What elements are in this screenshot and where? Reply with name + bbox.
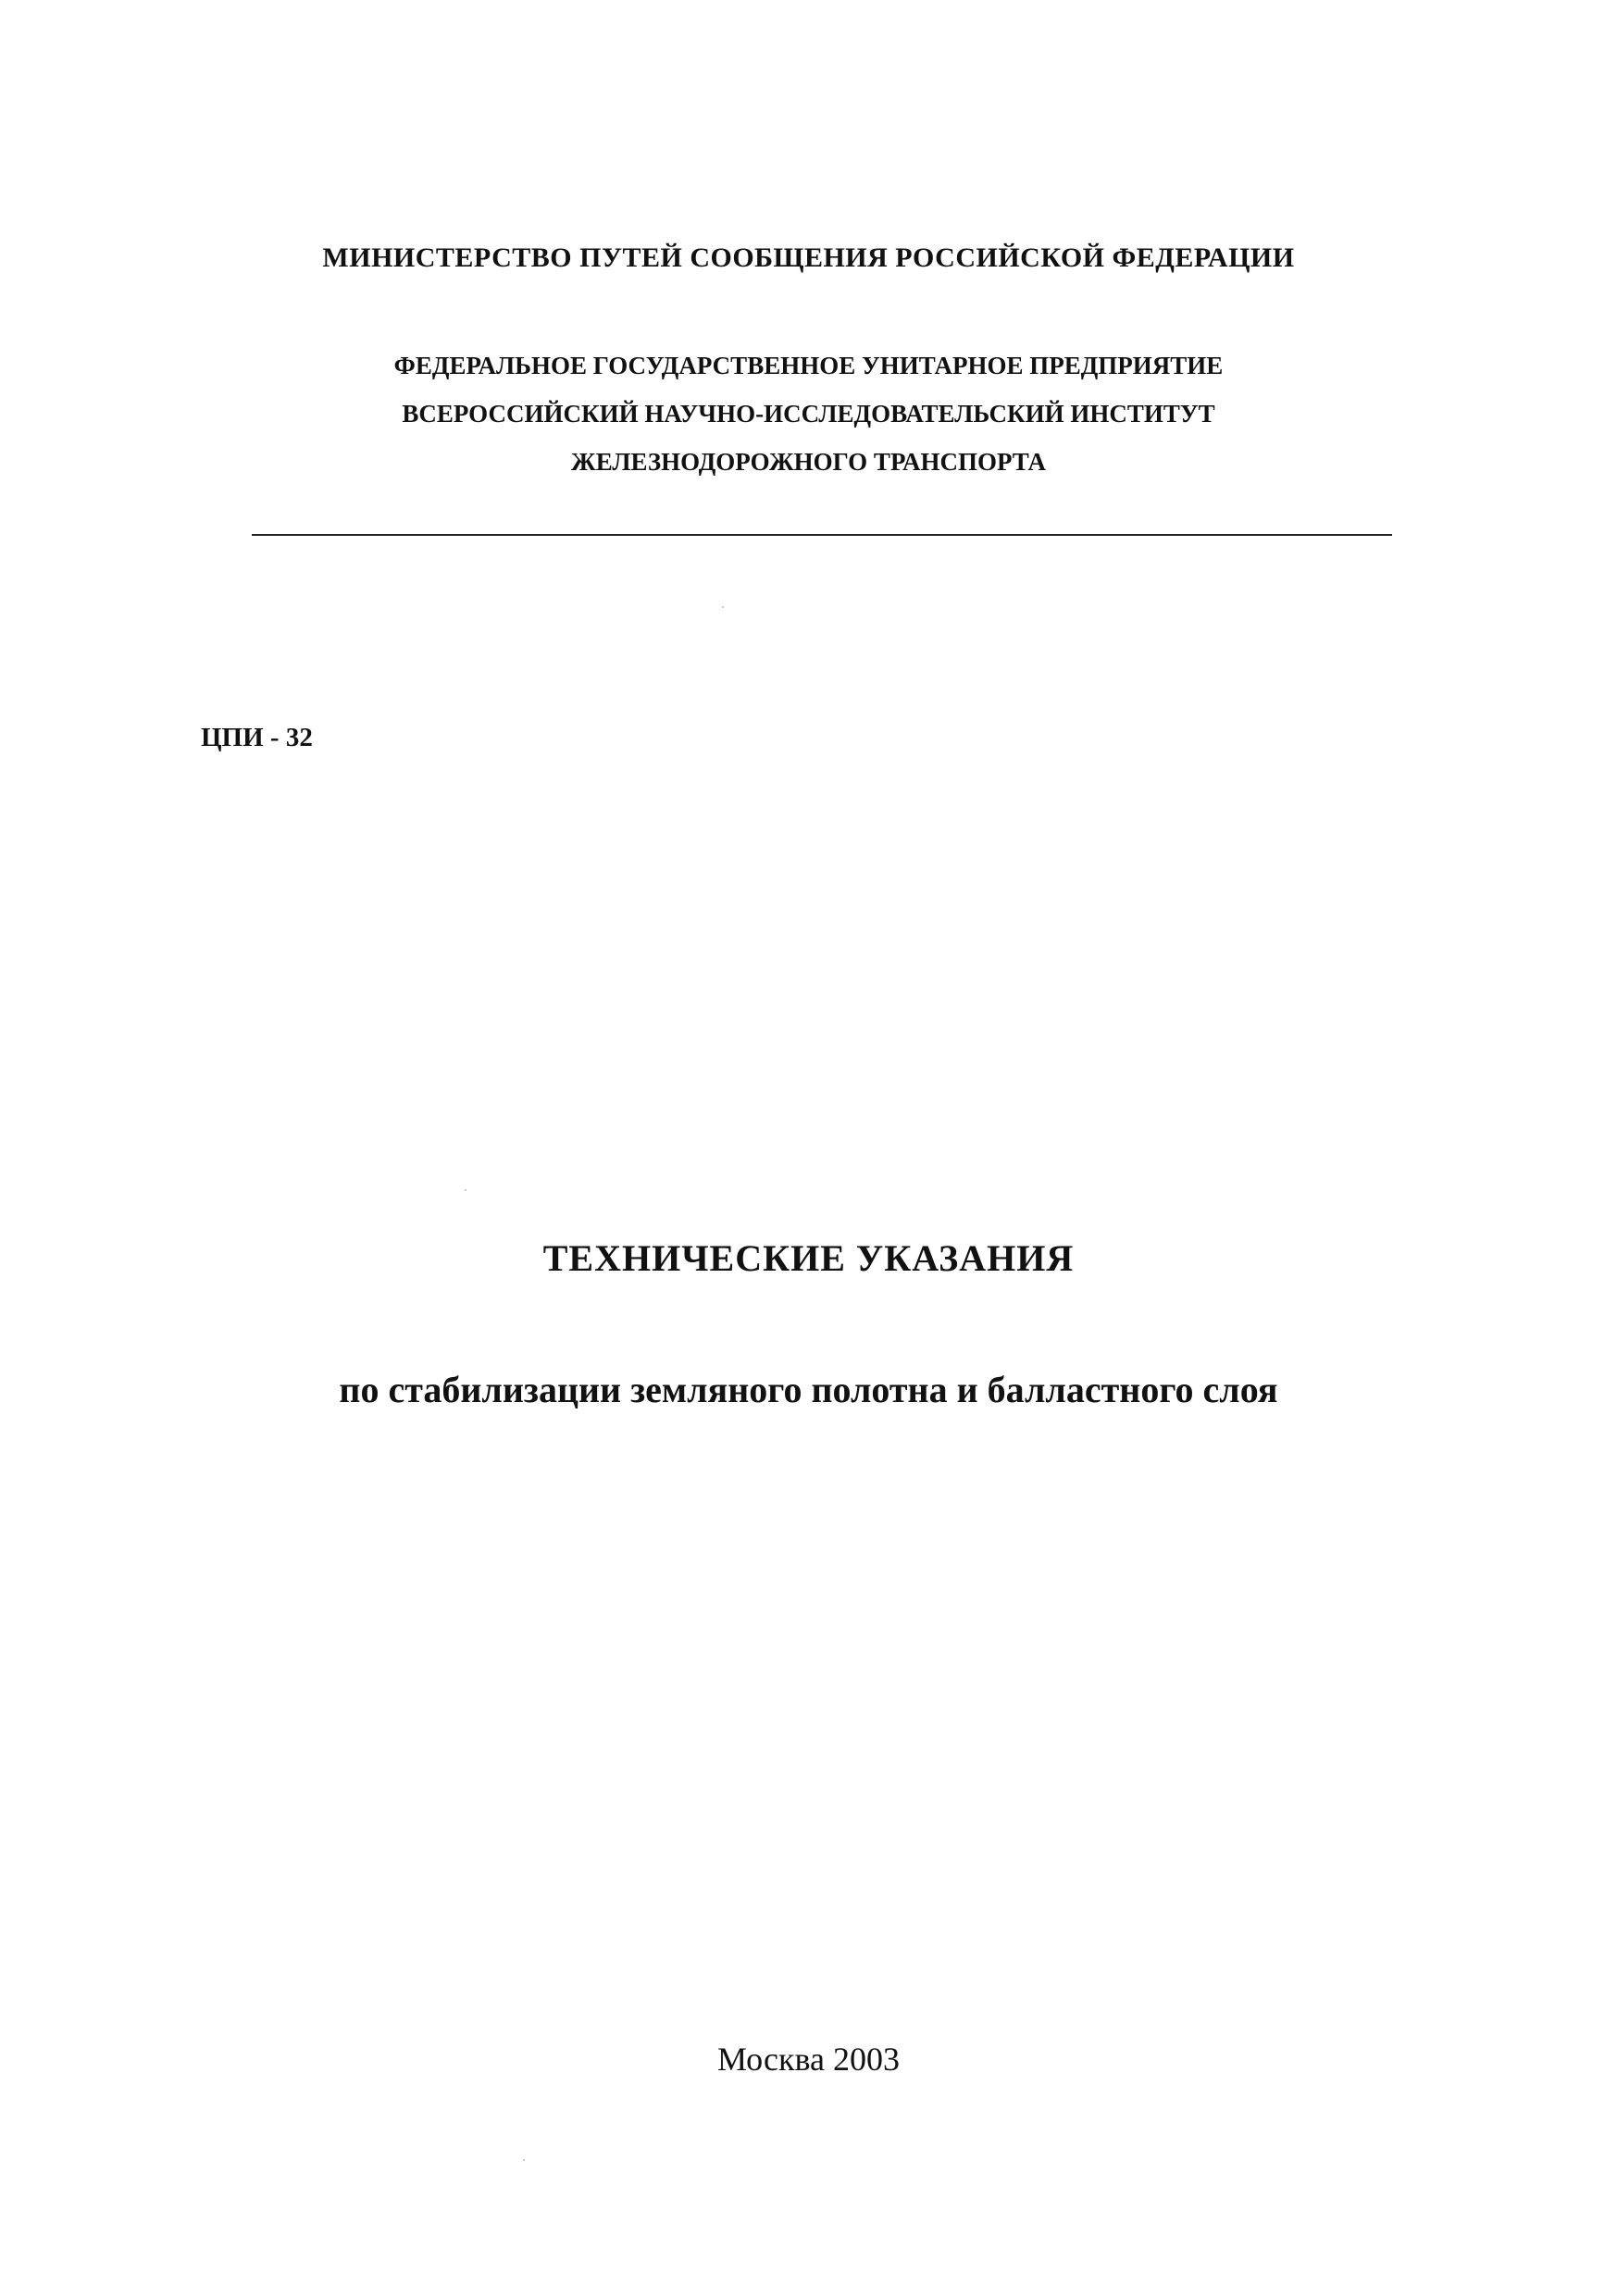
organization-line-1: ФЕДЕРАЛЬНОЕ ГОСУДАРСТВЕННОЕ УНИТАРНОЕ ПРЕДПРИЯТИЕ (393, 352, 1224, 379)
document-title: ТЕХНИЧЕСКИЕ УКАЗАНИЯ (542, 1237, 1075, 1279)
organization-line-3: ЖЕЛЕЗНОДОРОЖНОГО ТРАНСПОРТА (571, 448, 1046, 476)
scan-speck (523, 2159, 525, 2161)
document-subtitle: по стабилизации земляного полотна и балластного слоя (339, 1369, 1278, 1410)
organization-line-2: ВСЕРОССИЙСКИЙ НАУЧНО-ИССЛЕДОВАТЕЛЬСКИЙ ИНСТИТУТ (402, 400, 1215, 428)
header-divider (252, 534, 1392, 536)
ministry-heading: МИНИСТЕРСТВО ПУТЕЙ СООБЩЕНИЯ РОССИЙСКОЙ ФЕДЕРАЦИИ (322, 242, 1295, 273)
scan-speck (465, 1189, 466, 1191)
scan-speck (722, 606, 724, 608)
city-year: Москва 2003 (717, 2041, 900, 2078)
document-code: ЦПИ - 32 (201, 723, 313, 752)
